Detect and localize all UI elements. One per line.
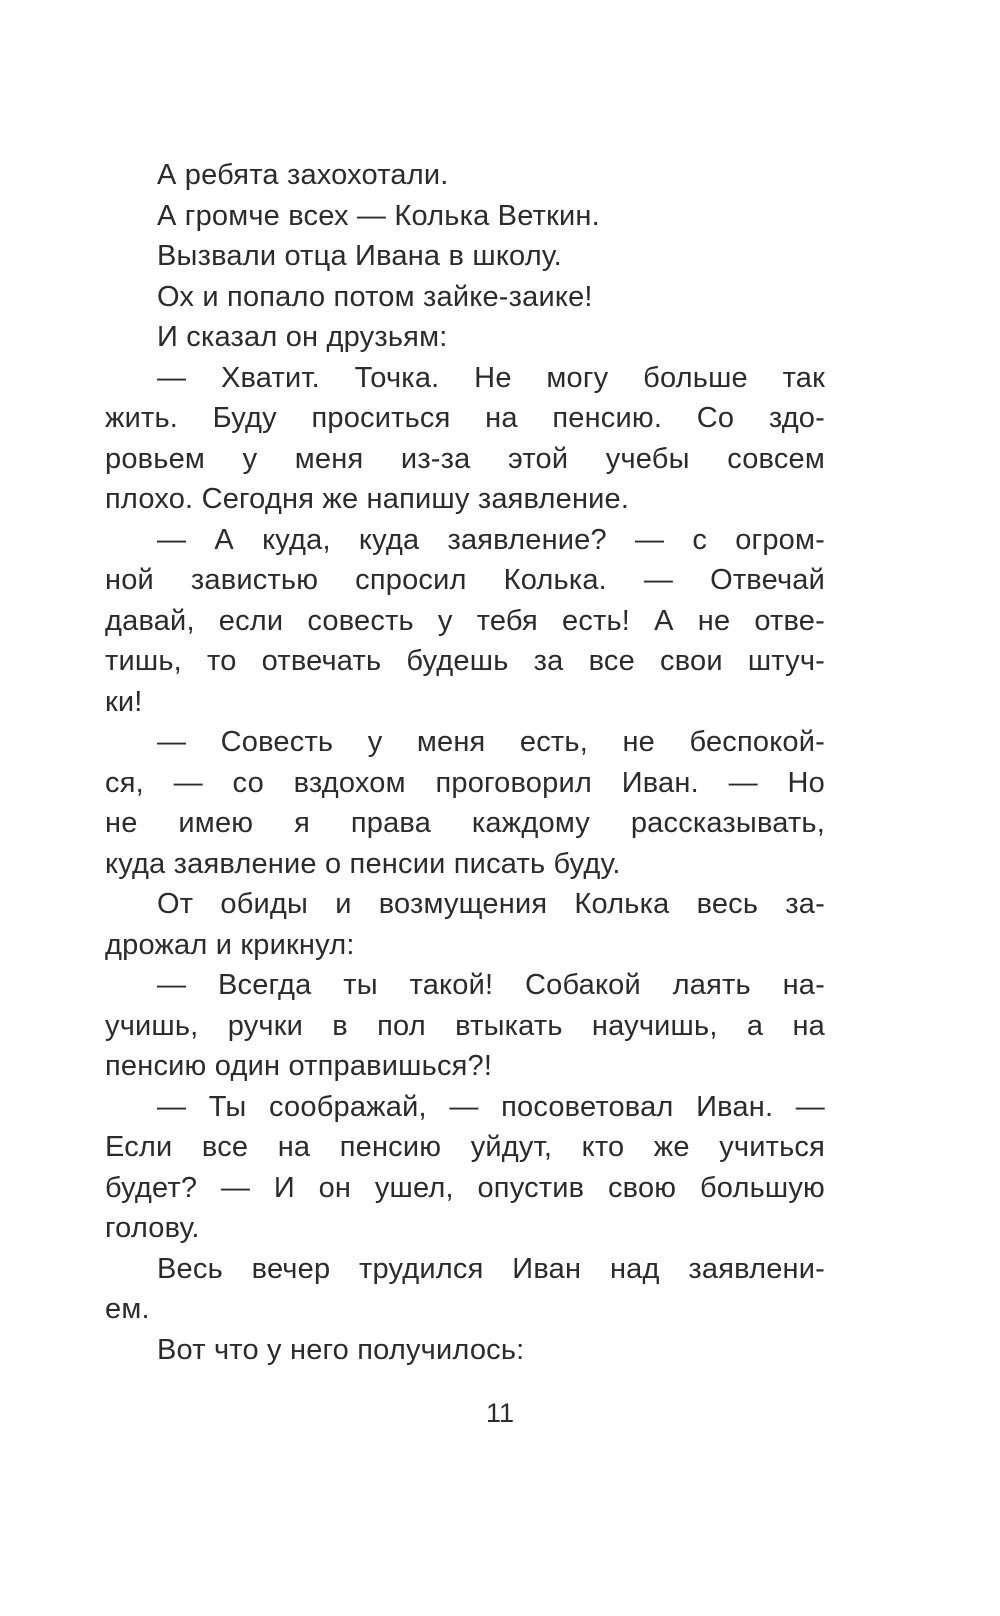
text-line: А ребята захохотали.	[157, 159, 449, 191]
page-number: 11	[485, 1398, 515, 1428]
text-line: Вызвали отца Ивана в школу.	[157, 240, 562, 272]
paragraph	[105, 317, 825, 358]
paragraph	[105, 196, 825, 237]
paragraph	[105, 1330, 825, 1371]
text-line: — Ты соображай, — посоветовал Иван. —	[157, 1090, 825, 1123]
text-line: И сказал он друзьям:	[157, 321, 448, 353]
paragraph	[105, 1249, 825, 1330]
text-line: пенсию один отправишься?!	[105, 1050, 493, 1082]
text-line: дрожал и крикнул:	[105, 928, 355, 961]
text-line: А громче всех — Колька Веткин.	[157, 199, 600, 232]
text-line: куда заявление о пенсии писать буду.	[105, 847, 621, 880]
text-line: будет? — И он ушел, опустив свою большую	[105, 1171, 825, 1204]
paragraph	[105, 520, 825, 723]
text-line: Ох и попало потом зайке-заике!	[157, 280, 593, 313]
text-line: жить. Буду проситься на пенсию. Со здо-	[105, 402, 825, 434]
text-line: тишь, то отвечать будешь за все свои штуч-	[105, 645, 825, 677]
paragraph	[105, 1087, 825, 1249]
text-line: ровьем у меня из-за этой учебы совсем	[105, 442, 825, 475]
paragraph	[105, 358, 825, 520]
text-line: голову.	[105, 1212, 200, 1244]
paragraph	[105, 236, 825, 277]
text-line: ся, — со вздохом проговорил Иван. — Но	[105, 766, 825, 799]
text-line: не имею я права каждому рассказывать,	[105, 807, 825, 839]
text-line: Вот что у него получилось:	[157, 1333, 525, 1366]
text-line: давай, если совесть у тебя есть! А не отве-	[105, 604, 825, 637]
paragraph	[105, 155, 825, 196]
text-line: — Совесть у меня есть, не беспокой-	[157, 726, 825, 758]
text-line: плохо. Сегодня же напишу заявление.	[105, 483, 630, 515]
text-block	[105, 155, 825, 1370]
text-line: учишь, ручки в пол втыкать научишь, а на	[105, 1009, 825, 1042]
paragraph	[105, 965, 825, 1087]
text-line: Весь вечер трудился Иван над заявлени-	[157, 1252, 825, 1285]
text-line: — А куда, куда заявление? — с огром-	[157, 523, 825, 556]
text-line: ной завистью спросил Колька. — Отвечай	[105, 564, 825, 596]
text-line: От обиды и возмущения Колька весь за-	[157, 888, 825, 920]
paragraph	[105, 277, 825, 318]
text-line: — Всегда ты такой! Собакой лаять на-	[157, 969, 825, 1001]
text-line: ки!	[105, 685, 143, 718]
text-line: Если все на пенсию уйдут, кто же учиться	[105, 1131, 825, 1163]
paragraph	[105, 722, 825, 884]
paragraph	[105, 884, 825, 965]
text-line: — Хватит. Точка. Не могу больше так	[157, 361, 825, 394]
text-line: ем.	[105, 1293, 150, 1325]
